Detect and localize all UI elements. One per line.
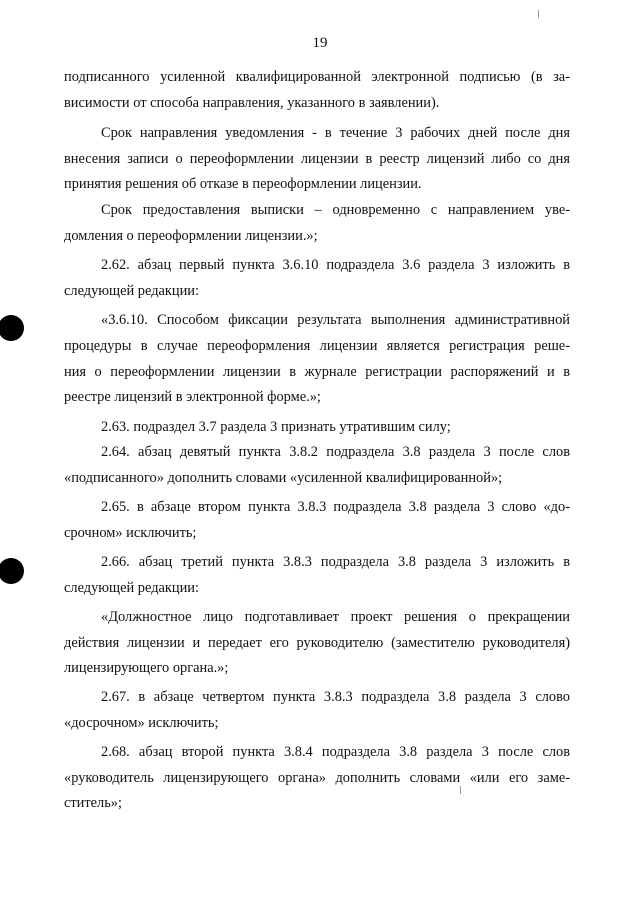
- text-line: срочном» исключить;: [64, 525, 197, 541]
- text-line: Срок предоставления выписки – одновременно с направлением уве-: [101, 202, 570, 218]
- text-line: процедуры в случае переоформления лицензии является регистрация реше-: [64, 338, 570, 354]
- text-line: «подписанного» дополнить словами «усиленной квалифицированной»;: [64, 470, 503, 486]
- text-line: 2.68. абзац второй пункта 3.8.4 подраздела 3.8 раздела 3 после слов: [101, 744, 570, 760]
- text-line: реестре лицензий в электронной форме.»;: [64, 389, 321, 405]
- text-line: 2.65. в абзаце втором пункта 3.8.3 подраздела 3.8 раздела 3 слово «до-: [101, 499, 570, 515]
- punch-hole-bottom: [0, 558, 24, 584]
- text-line: ния о переоформлении лицензии в журнале регистрации распоряжений и в: [64, 364, 570, 380]
- text-line: 2.67. в абзаце четвертом пункта 3.8.3 подраздела 3.8 раздела 3 слово: [101, 689, 570, 705]
- scan-speck: [460, 786, 461, 794]
- text-line: 2.64. абзац девятый пункта 3.8.2 подраздела 3.8 раздела 3 после слов: [101, 444, 570, 460]
- text-line: принятия решения об отказе в переоформлении лицензии.: [64, 176, 422, 192]
- text-line: следующей редакции:: [64, 283, 199, 299]
- text-line: лицензирующего органа.»;: [64, 660, 229, 676]
- text-line: подписанного усиленной квалифицированной электронной подписью (в за-: [64, 69, 570, 85]
- text-line: 2.63. подраздел 3.7 раздела 3 признать утратившим силу;: [101, 419, 451, 435]
- text-line: «досрочном» исключить;: [64, 715, 219, 731]
- text-line: 2.66. абзац третий пункта 3.8.3 подраздела 3.8 раздела 3 изложить в: [101, 554, 570, 570]
- text-line: «3.6.10. Способом фиксации результата выполнения административной: [101, 312, 570, 328]
- text-line: внесения записи о переоформлении лицензии в реестр лицензий либо со дня: [64, 151, 570, 167]
- text-line: «руководитель лицензирующего органа» дополнить словами «или его заме-: [64, 770, 570, 786]
- text-line: домления о переоформлении лицензии.»;: [64, 228, 318, 244]
- scan-speck: [538, 10, 539, 18]
- page-number: 19: [312, 35, 328, 51]
- text-line: «Должностное лицо подготавливает проект решения о прекращении: [101, 609, 570, 625]
- text-line: висимости от способа направления, указанного в заявлении).: [64, 95, 440, 111]
- text-line: следующей редакции:: [64, 580, 199, 596]
- text-line: Срок направления уведомления - в течение 3 рабочих дней после дня: [101, 125, 570, 141]
- text-line: 2.62. абзац первый пункта 3.6.10 подраздела 3.6 раздела 3 изложить в: [101, 257, 570, 273]
- text-line: ститель»;: [64, 795, 122, 811]
- text-line: действия лицензии и передает его руководителю (заместителю руководителя): [64, 635, 570, 651]
- punch-hole-top: [0, 315, 24, 341]
